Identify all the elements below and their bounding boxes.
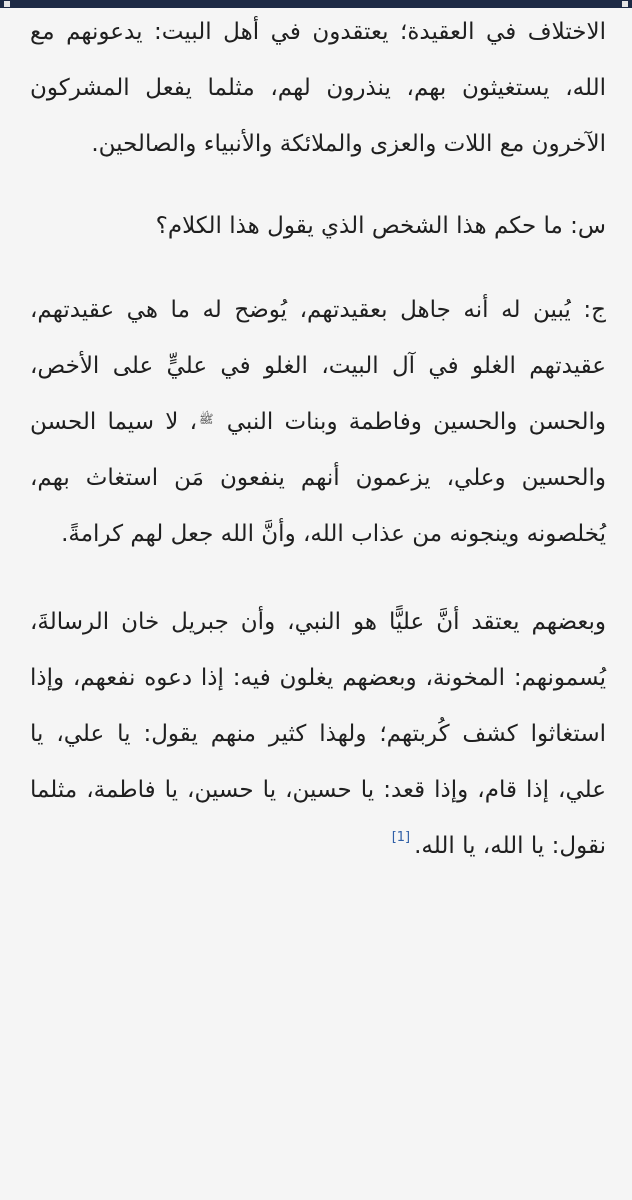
footnote-link[interactable]: [1]: [391, 830, 411, 845]
article-body: [30, 0, 606, 874]
paragraph-beliefs: الاختلاف في العقيدة؛ يعتقدون في أهل البيت: يدعونهم مع الله، يستغيثون بهم، ينذرون لهم، مثلما يفعل المشركون الآخرون مع اللات والعزى والملائكة والأنبياء والصالحين.: [30, 19, 606, 157]
paragraph-extreme-beliefs-text: وبعضهم يعتقد أنَّ عليًّا هو النبي، وأن جبريل خان الرسالةَ، يُسمونهم: المخونة، وبعضهم يغلون فيه: إذا دعوه نفعهم، وإذا استغاثوا كشف كُربتهم؛ ولهذا كثير منهم يقول: يا علي، يا علي، إذا قام، وإذا قعد: يا حسين، يا حسين، يا فاطمة، مثلما نقول: يا الله، يا الله.: [30, 609, 606, 859]
answer-text-end: ، لا سيما الحسن والحسين وعلي، يزعمون أنهم ينفعون مَن استغاث بهم، يُخلصونه وينجونه من عذاب الله، وأنَّ الله جعل لهم كرامةً.: [30, 409, 606, 547]
paragraph-extreme-beliefs: [30, 594, 606, 874]
top-strip-right-marker: [622, 1, 628, 7]
salutation-glyph: ﷺ: [199, 412, 214, 426]
top-strip-left-marker: [4, 1, 10, 7]
answer-text-start: ج: يُبين له أنه جاهل بعقيدتهم، يُوضح له ما هي عقيدتهم، عقيدتهم الغلو في آل البيت، الغلو في عليٍّ على الأخص، والحسن والحسين وفاطمة وبنات النبي: [30, 297, 606, 435]
answer-paragraph: [30, 282, 606, 562]
question-paragraph: س: ما حكم هذا الشخص الذي يقول هذا الكلام؟: [155, 213, 606, 239]
